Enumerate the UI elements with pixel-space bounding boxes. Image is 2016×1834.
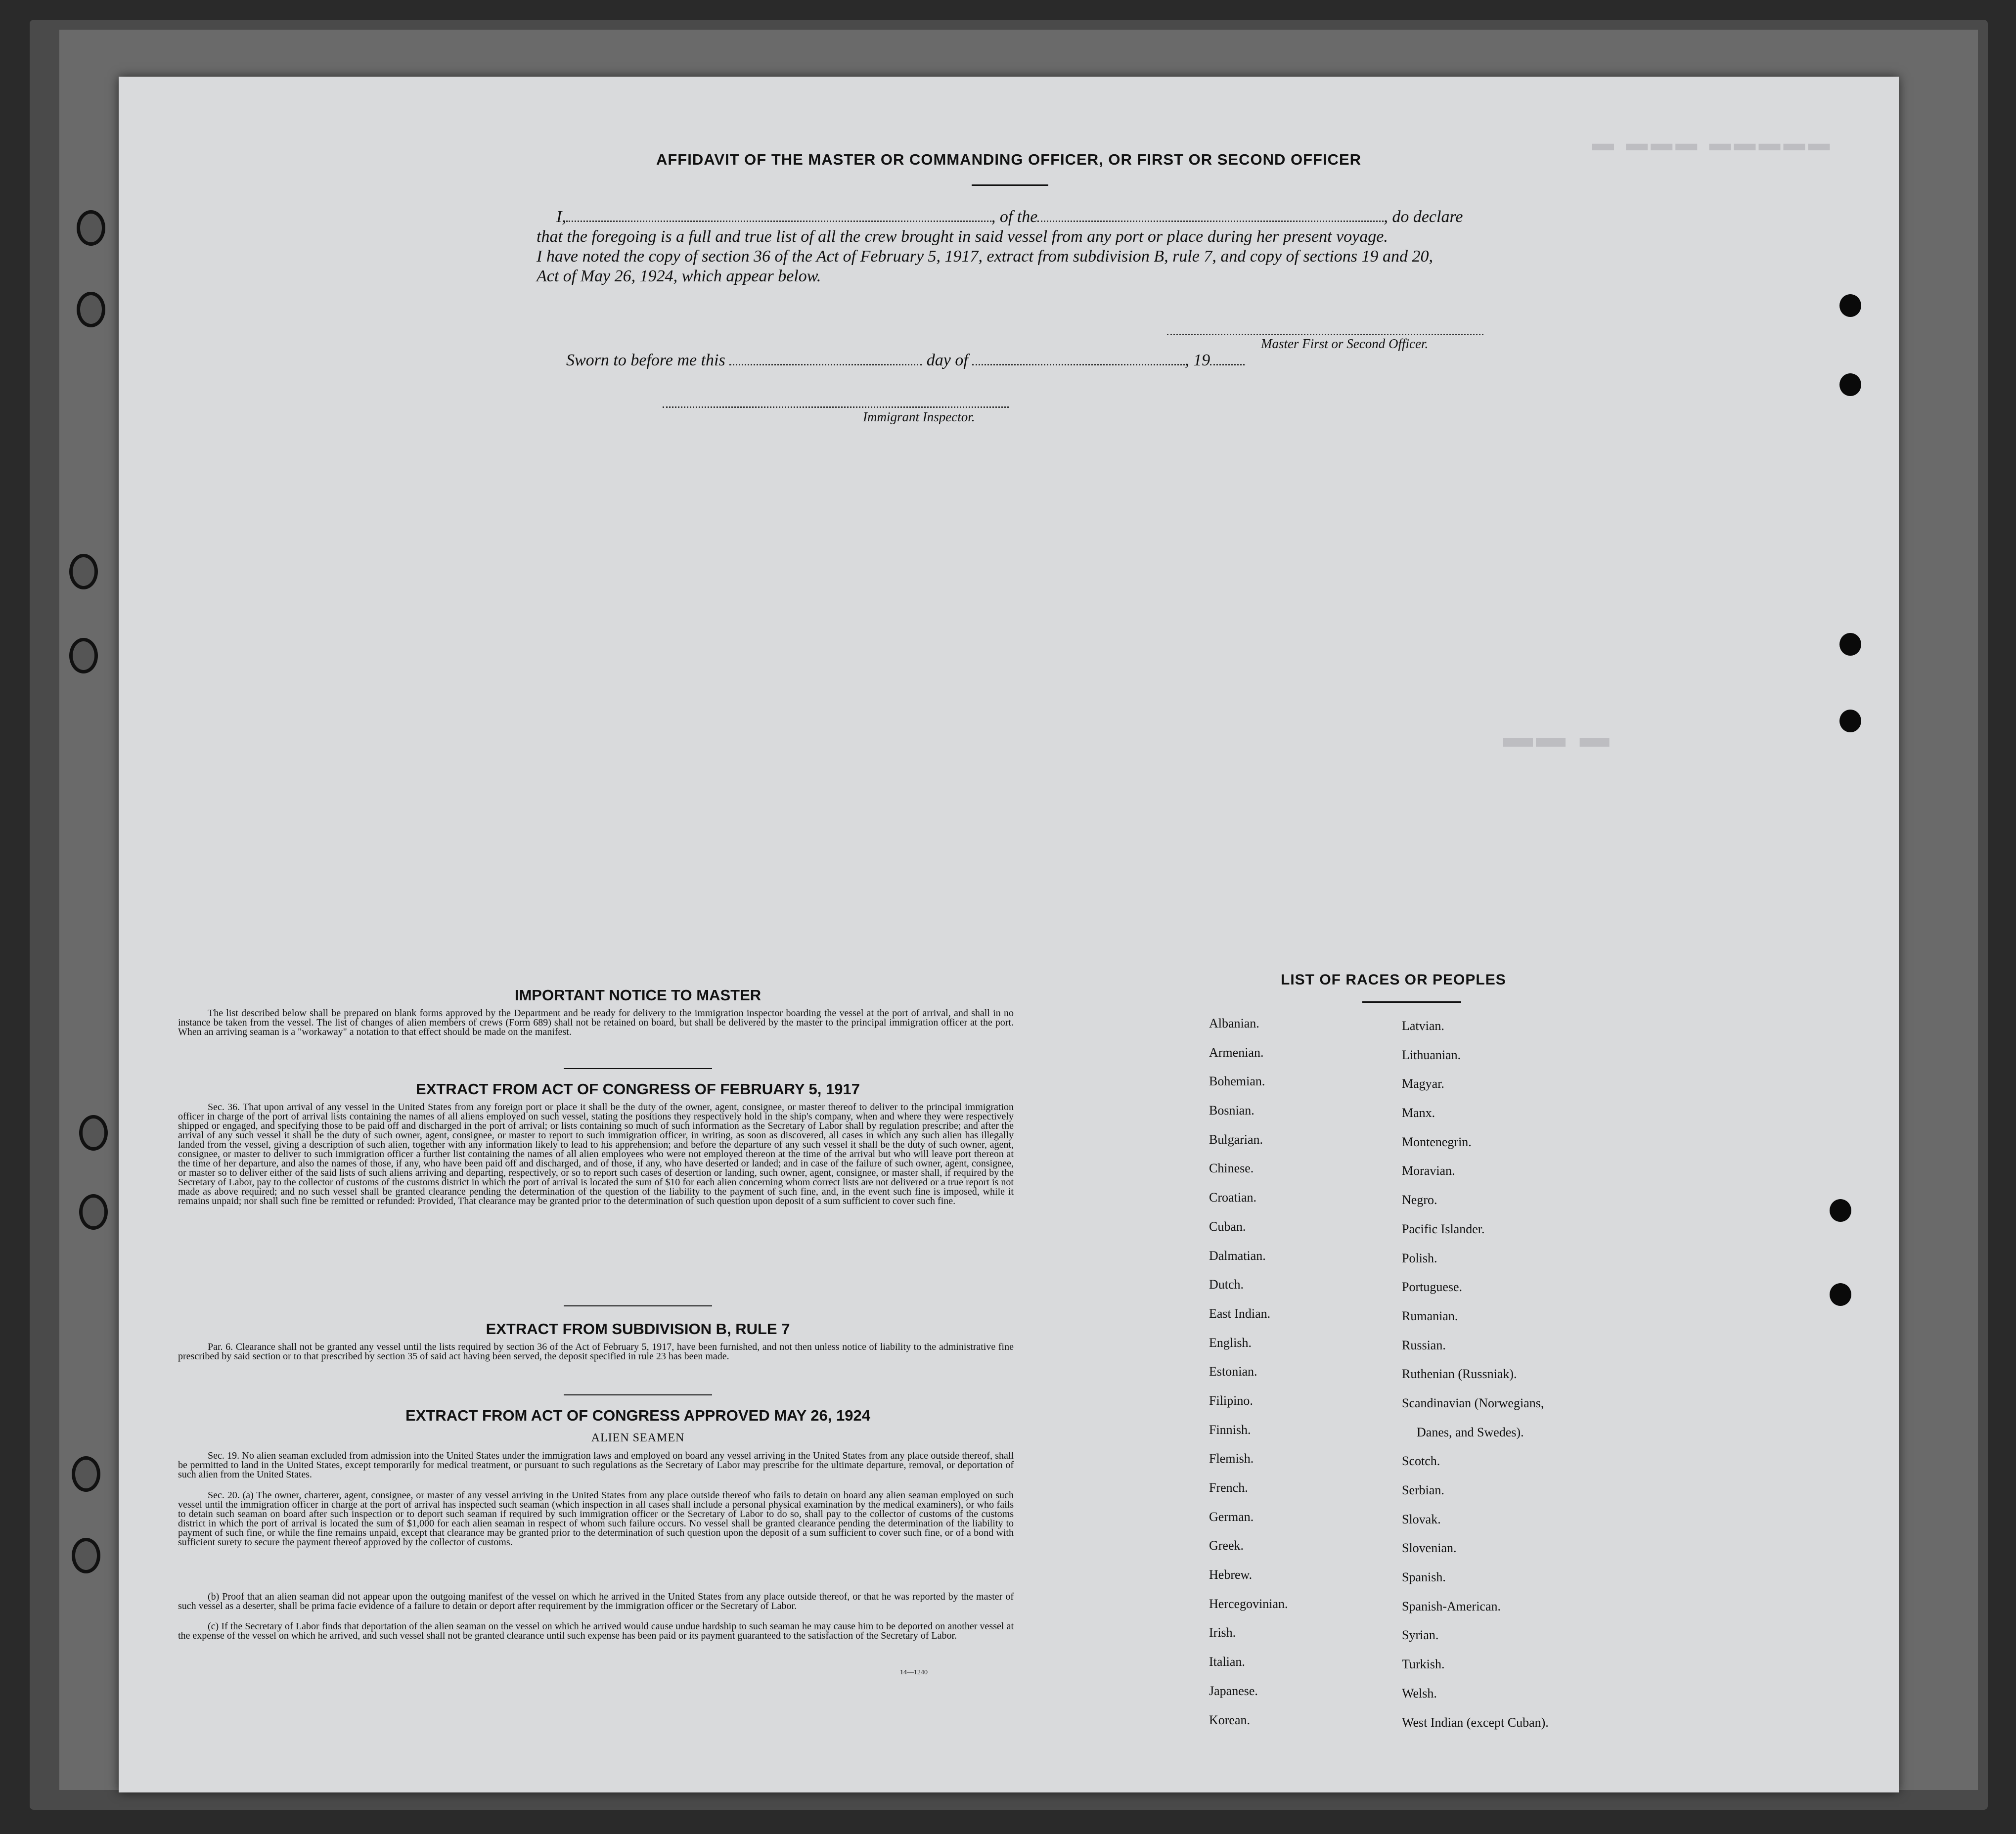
race-item: Polish. [1402,1251,1437,1265]
inspector-signature-line [663,406,1009,408]
race-item: German. [1209,1509,1254,1524]
declaration-line [556,208,1463,226]
notice-body: The list described below shall be prepared on blank forms approved by the Department and be ready for delivery to the immigration inspector boarding the vessel at the port of arrival, and shall in no instance be taken from the vessel. The list of changes of alien members of crews (Form 689) shall not be retained on board, but shall be delivered by the master to the principal immigration officer at the port. When an arriving seaman is a "workaway" a notation to that effect should be made on the manifest. [178,1008,1014,1037]
races-title: LIST OF RACES OR PEOPLES [1281,972,1506,988]
race-item: Magyar. [1402,1076,1444,1091]
vessel-blank [1037,221,1384,222]
punch-hole [1839,633,1861,656]
binder-hole [72,1456,100,1492]
race-item: Korean. [1209,1712,1251,1727]
race-item: Manx. [1402,1106,1435,1120]
name-blank [566,221,991,222]
race-item: Latvian. [1402,1019,1444,1033]
binder-hole [72,1538,100,1573]
race-item: Croatian. [1209,1190,1257,1205]
race-item: Dutch. [1209,1277,1244,1292]
race-item: East Indian. [1209,1306,1271,1321]
sworn-year-blank [1210,364,1245,365]
race-item: Spanish-American. [1402,1599,1501,1613]
title-rule [972,184,1048,186]
master-signature-caption: Master First or Second Officer. [1261,336,1429,351]
declaration-line-3: I have noted the copy of section 36 of the Act of February 5, 1917, extract from subdivision B, rule 7, and copy of sections 19 and 20, [537,247,1434,266]
race-item: French. [1209,1480,1248,1495]
declaration-line-2: that the foregoing is a full and true list of all the crew brought in said vessel from any port or place during her present voyage. [537,227,1388,246]
race-item: Negro. [1402,1193,1437,1208]
punch-hole [1839,373,1861,396]
race-item: Ruthenian (Russniak). [1402,1367,1517,1382]
race-item: Italian. [1209,1655,1245,1669]
declaration-i: I, [556,208,566,226]
master-signature-line [1167,334,1483,335]
sec-20b-body: (b) Proof that an alien seaman did not appear upon the outgoing manifest of the vessel on which he arrived in the United States from any place outside thereof, or that he was reported by the master of such vessel as a deserter, shall be prima facie evidence of a failure to detain or deport after requirement by the immigration officer or the Secretary of Labor. [178,1591,1014,1611]
race-item: Dalmatian. [1209,1248,1266,1263]
race-item: Slovenian. [1402,1541,1457,1556]
alien-seamen-subtitle: ALIEN SEAMEN [591,1431,685,1444]
binder-hole [79,1115,108,1151]
section-rule [564,1068,712,1069]
race-item: Greek. [1209,1538,1244,1553]
race-item: Filipino. [1209,1393,1253,1408]
races-right-column [1402,1019,1549,1744]
race-item: Montenegrin. [1402,1134,1472,1149]
races-left-column [1209,1016,1288,1742]
form-page [119,77,1899,1792]
race-item: Irish. [1209,1625,1236,1640]
declaration-line-4: Act of May 26, 1924, which appear below. [537,267,821,285]
race-item: Scotch. [1402,1454,1440,1469]
race-item: Bulgarian. [1209,1132,1263,1147]
race-item: Russian. [1402,1338,1446,1352]
race-item: Chinese. [1209,1161,1254,1176]
extract-1917-body: Sec. 36. That upon arrival of any vessel in the United States from any foreign port or place it shall be the duty of the owner, agent, consignee, or master thereof to deliver to the principal immigration officer in charge of the port of arrival lists containing the names of all aliens employed on such vessel, stating the positions they respectively hold in the ship's company, when and where they were respectively shipped or engaged, and specifying those to be paid off and discharged in the port of arrival; or lists containing so much of such information as the Secretary of Labor shall by regulation prescribe; and after the arrival of any such vessel it shall be the duty of such owner, agent, consignee, or master to report to such immigration officer, in writing, as soon as discovered, all cases in which any such alien has illegally landed from the vessel, giving a description of such alien, together with any information likely to lead to his apprehension; and before the departure of any such vessel it shall be the duty of such owner, agent, consignee, or master to deliver to such immigration officer a further list containing the names of all alien employees who were not employed thereon at the time of the arrival but who will leave port thereon at the time of her departure, and also the names of those, if any, who have been paid off and discharged, and of those, if any, who have deserted or landed; and in case of the failure of such owner, agent, consignee, or master so to deliver either of the said lists of such aliens arriving and departing, respectively, or so to report such cases of desertion or landing, such owner, agent, consignee, or master shall, if required by the Secretary of Labor, pay to the collector of customs of the customs district in which the port of arrival is located the sum of $10 for each alien concerning whom correct lists are not delivered or a true report is not made as above required; and no such vessel shall be granted clearance pending the determination of the question of the liability to the payment of such fine, and, in the event such fine is imposed, while it remains unpaid; nor shall such fine be remitted or refunded: Provided, That clearance may be granted prior to the determination of such question upon deposit of a sum sufficient to cover such fine. [178,1102,1014,1207]
race-item: Estonian. [1209,1364,1257,1379]
race-item: West Indian (except Cuban). [1402,1715,1549,1730]
sworn-day-blank [729,364,922,365]
punch-hole [1830,1283,1851,1306]
race-item: Portuguese. [1402,1280,1463,1295]
races-title-rule [1362,1001,1461,1003]
race-item: Slovak. [1402,1512,1441,1526]
binder-hole [69,554,98,589]
inspector-caption: Immigrant Inspector. [863,409,975,424]
sworn-year: , 19 [1185,351,1210,369]
race-item: Welsh. [1402,1686,1437,1700]
race-item: Rumanian. [1402,1308,1458,1323]
race-item: Flemish. [1209,1451,1254,1466]
race-item: Danes, and Swedes). [1417,1425,1524,1439]
sec-20a-body: Sec. 20. (a) The owner, charterer, agent, consignee, or master of any vessel arriving in the United States from any place outside thereof who fails to detain on board any alien seaman employed on such vessel until the immigration officer in charge at the port of arrival has inspected such seaman (which inspection in all cases shall include a personal physical examination by the medical examiners), or who fails to detain such seaman on board after such inspection or to deport such seaman if required by such immigration officer or the Secretary of Labor to do so, shall pay to the collector of customs of the customs district in which the port of arrival is located the sum of $1,000 for each alien seaman in respect of whom such failure occurs. No vessel shall be granted clearance pending the determination of the liability to payment of such fine, or while the fine remains unpaid, except that clearance may be granted prior to the determination of such question upon the deposit of a sum sufficient to cover such fine, or of a bond with sufficient surety to secure the payment thereof approved by the collector of customs. [178,1490,1014,1548]
section-rule [564,1305,712,1306]
declaration-do-declare: , do declare [1384,208,1463,226]
sworn-start: Sworn to before me this [566,351,725,369]
race-item: Bohemian. [1209,1074,1265,1089]
bleed-through: ▬▬ ▬ [1503,720,1613,753]
race-item: Bosnian. [1209,1103,1254,1118]
extract-1917-title: EXTRACT FROM ACT OF CONGRESS OF FEBRUARY 5, 1917 [416,1080,860,1098]
race-item: Syrian. [1402,1628,1439,1643]
sworn-month-blank [972,364,1185,365]
form-number: 14—1240 [900,1669,928,1676]
sworn-day-of: day of [926,351,968,369]
extract-rule7-body: Par. 6. Clearance shall not be granted any vessel until the lists required by section 36 of the Act of February 5, 1917, have been furnished, and not then unless notice of liability to the administrative fine prescribed by said section or to that prescribed by section 35 of said act having been served, the deposit specified in rule 23 has been made. [178,1342,1014,1362]
binder-hole [77,292,105,327]
affidavit-title: AFFIDAVIT OF THE MASTER OR COMMANDING OFFICER, OR FIRST OR SECOND OFFICER [656,151,1362,168]
race-item: Pacific Islander. [1402,1221,1485,1236]
race-item: Lithuanian. [1402,1047,1461,1062]
notice-title: IMPORTANT NOTICE TO MASTER [514,986,762,1004]
race-item: Hebrew. [1209,1567,1253,1582]
race-item: Spanish. [1402,1570,1446,1585]
race-item: Finnish. [1209,1422,1251,1437]
sworn-line [566,351,1245,370]
race-item: Armenian. [1209,1045,1264,1060]
race-item: English. [1209,1335,1252,1350]
race-item: Cuban. [1209,1219,1246,1234]
sec-19-body: Sec. 19. No alien seaman excluded from admission into the United States under the immigration laws and employed on board any vessel arriving in the United States from any place outside thereof, shall be permitted to land in the United States, except temporarily for medical treatment, or pursuant to such regulations as the Secretary of Labor may prescribe for the ultimate departure, removal, or deportation of such alien from the United States. [178,1450,1014,1480]
binder-hole [79,1194,108,1230]
declaration-of-the: , of the [991,208,1038,226]
race-item: Turkish. [1402,1657,1445,1672]
bleed-through: ▬ ▬▬▬ ▬▬▬▬▬ [1592,131,1833,155]
race-item: Japanese. [1209,1683,1258,1698]
section-rule [564,1394,712,1395]
extract-1924-title: EXTRACT FROM ACT OF CONGRESS APPROVED MAY 26, 1924 [405,1407,870,1424]
race-item: Albanian. [1209,1016,1259,1030]
race-item: Serbian. [1402,1483,1444,1497]
extract-rule7-title: EXTRACT FROM SUBDIVISION B, RULE 7 [486,1320,790,1338]
race-item: Scandinavian (Norwegians, [1402,1395,1544,1410]
binder-hole [77,210,105,246]
binder-hole [69,638,98,673]
race-item: Hercegovinian. [1209,1596,1288,1611]
race-item: Moravian. [1402,1163,1455,1178]
sec-20c-body: (c) If the Secretary of Labor finds that deportation of the alien seaman on the vessel on which he arrived would cause undue hardship to such seaman he may cause him to be deported on another vessel at the expense of the vessel on which he arrived, and such vessel shall not be granted clearance until such expense has been paid or its payment guaranteed to the satisfaction of the Secretary of Labor. [178,1621,1014,1641]
punch-hole [1839,294,1861,317]
punch-hole [1830,1199,1851,1222]
punch-hole [1839,710,1861,732]
